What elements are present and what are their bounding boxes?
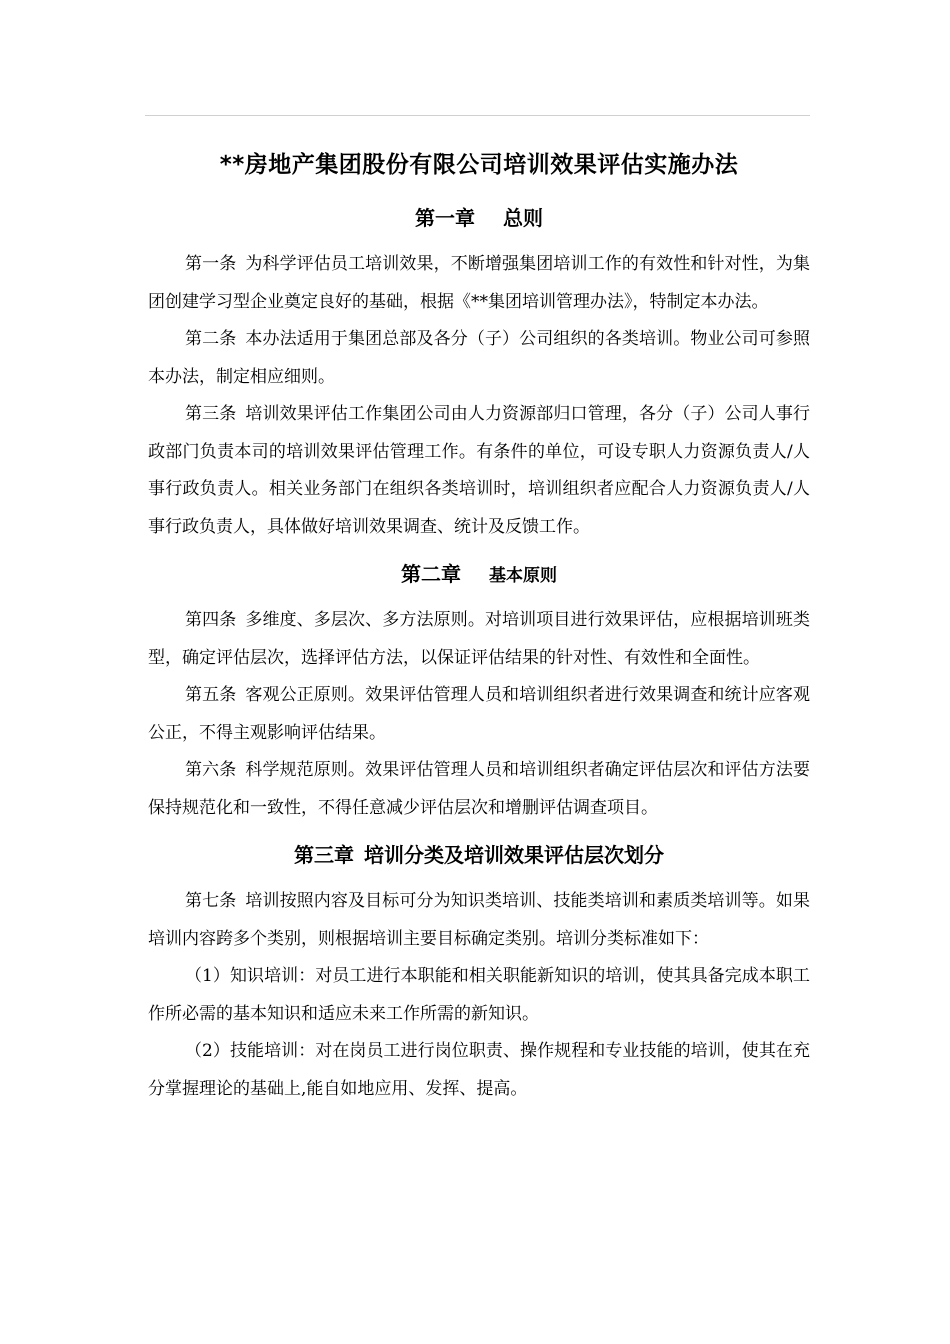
article-text: 培训效果评估工作集团公司由人力资源部归口管理，各分（子）公司人事行政部门负责本司的培训效果评估管理工作。有条件的单位，可设专职人力资源负责人/人事行政负责人。相关业务部门在组织各类培训时，培训组织者应配合人力资源负责人/人事行政负责人，具体做好培训效果调查、统计及反馈工作。: [148, 404, 810, 537]
list-item-knowledge-training: （1）知识培训：对员工进行本职能和相关职能新知识的培训，使其具备完成本职工作所必需的基本知识和适应未来工作所需的新知识。: [148, 966, 810, 1024]
article-label: 第六条: [185, 760, 237, 780]
chapter-name: 总则: [503, 206, 543, 230]
article-text: 本办法适用于集团总部及各分（子）公司组织的各类培训。物业公司可参照本办法，制定相应细则。: [148, 329, 810, 387]
chapter-number: 第一章: [415, 206, 475, 230]
article-text: 多维度、多层次、多方法原则。对培训项目进行效果评估，应根据培训班类型，确定评估层次，选择评估方法，以保证评估结果的针对性、有效性和全面性。: [148, 610, 810, 668]
article-7: [148, 883, 810, 958]
list-item-skill-training: （2）技能培训：对在岗员工进行岗位职责、操作规程和专业技能的培训，使其在充分掌握理论的基础上,能自如地应用、发挥、提高。: [148, 1041, 810, 1099]
article-text: 培训按照内容及目标可分为知识类培训、技能类培训和素质类培训等。如果培训内容跨多个类别，则根据培训主要目标确定类别。培训分类标准如下：: [148, 891, 810, 949]
article-label: 第五条: [185, 685, 237, 705]
article-2: [148, 321, 810, 396]
article-5: [148, 677, 810, 752]
article-text: 客观公正原则。效果评估管理人员和培训组织者进行效果调查和统计应客观公正，不得主观影响评估结果。: [148, 685, 810, 743]
chapter-name: 培训分类及培训效果评估层次划分: [364, 843, 664, 867]
article-label: 第二条: [185, 329, 237, 349]
chapter-number: 第三章: [294, 843, 354, 867]
article-text: 科学规范原则。效果评估管理人员和培训组织者确定评估层次和评估方法要保持规范化和一致性，不得任意减少评估层次和增删评估调查项目。: [148, 760, 810, 818]
article-text: 为科学评估员工培训效果，不断增强集团培训工作的有效性和针对性，为集团创建学习型企业奠定良好的基础，根据《**集团培训管理办法》，特制定本办法。: [148, 254, 810, 312]
chapter-1-heading: [148, 190, 810, 246]
article-label: 第七条: [185, 891, 237, 911]
article-4: [148, 602, 810, 677]
article-label: 第四条: [185, 610, 237, 630]
article-1: [148, 246, 810, 321]
article-6: [148, 752, 810, 827]
header-rule: [145, 115, 810, 116]
document-title: **房地产集团股份有限公司培训效果评估实施办法: [219, 152, 739, 178]
article-label: 第一条: [185, 254, 237, 274]
chapter-name: 基本原则: [489, 566, 557, 586]
document-body: [148, 140, 810, 1108]
chapter-2-heading: [148, 546, 810, 602]
article-3: [148, 396, 810, 546]
chapter-number: 第二章: [401, 562, 461, 586]
article-label: 第三条: [185, 404, 237, 424]
chapter-3-heading: [148, 827, 810, 883]
